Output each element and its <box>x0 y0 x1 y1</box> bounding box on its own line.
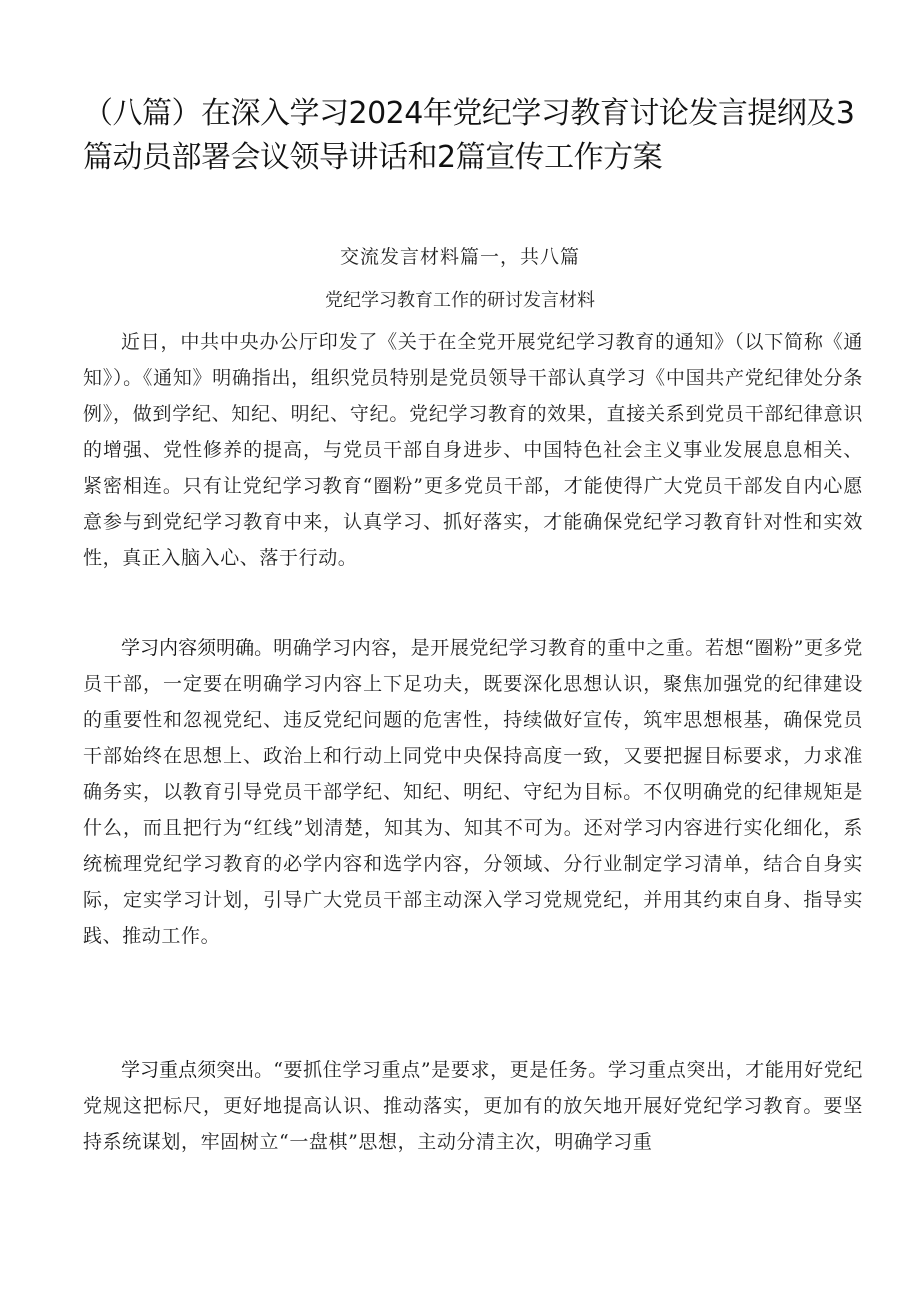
paragraph-lead: 学习内容须明确。 <box>121 637 274 659</box>
paragraph-text: 明确学习内容，是开展党纪学习教育的重中之重。若想“圈粉”更多党员干部，一定要在明确学习内容上下足功夫，既要深化思想认识，聚焦加强党的纪律建设的重要性和忽视党纪、违反党纪问题的危害性，持续做好宣传，筑牢思想根基，确保党员干部始终在思想上、政治上和行动上同党中央保持高度一致，又要把握目标要求，力求准确务实，以教育引导党员干部学纪、知纪、明纪、守纪为目标。不仅明确党的纪律规矩是什么，而且把行为“红线”划清楚，知其为、知其不可为。还对学习内容进行实化细化，系统梳理党纪学习教育的必学内容和选学内容，分领域、分行业制定学习清单，结合自身实际，定实学习计划，引导广大党员干部主动深入学习党规党纪，并用其约束自身、指导实践、推动工作。 <box>83 637 863 947</box>
paragraph-lead: 学习重点须突出。 <box>121 1059 274 1081</box>
section-title: 党纪学习教育工作的研讨发言材料 <box>325 290 595 311</box>
body-paragraph <box>83 324 863 576</box>
document-title: （八篇）在深入学习2024年党纪学习教育讨论发言提纲及3篇动员部署会议领导讲话和2篇宣传工作方案 <box>83 96 855 175</box>
body-paragraph <box>83 630 863 954</box>
body-paragraph <box>83 1052 863 1160</box>
paragraph-text: “要抓住学习重点”是要求，更是任务。学习重点突出，才能用好党纪党规这把标尺，更好地提高认识、推动落实，更加有的放矢地开展好党纪学习教育。要坚持系统谋划，牢固树立“一盘棋”思想，主动分清主次，明确学习重 <box>83 1059 863 1153</box>
paragraph-text: 近日，中共中央办公厅印发了《关于在全党开展党纪学习教育的通知》（以下简称《通知》）。《通知》明确指出，组织党员特别是党员领导干部认真学习《中国共产党纪律处分条例》，做到学纪、知纪、明纪、守纪。党纪学习教育的效果，直接关系到党员干部纪律意识的增强、党性修养的提高，与党员干部自身进步、中国特色社会主义事业发展息息相关、紧密相连。只有让党纪学习教育“圈粉”更多党员干部，才能使得广大党员干部发自内心愿意参与到党纪学习教育中来，认真学习、抓好落实，才能确保党纪学习教育针对性和实效性，真正入脑入心、落于行动。 <box>83 331 863 569</box>
section-label: 交流发言材料篇一，共八篇 <box>339 246 580 268</box>
